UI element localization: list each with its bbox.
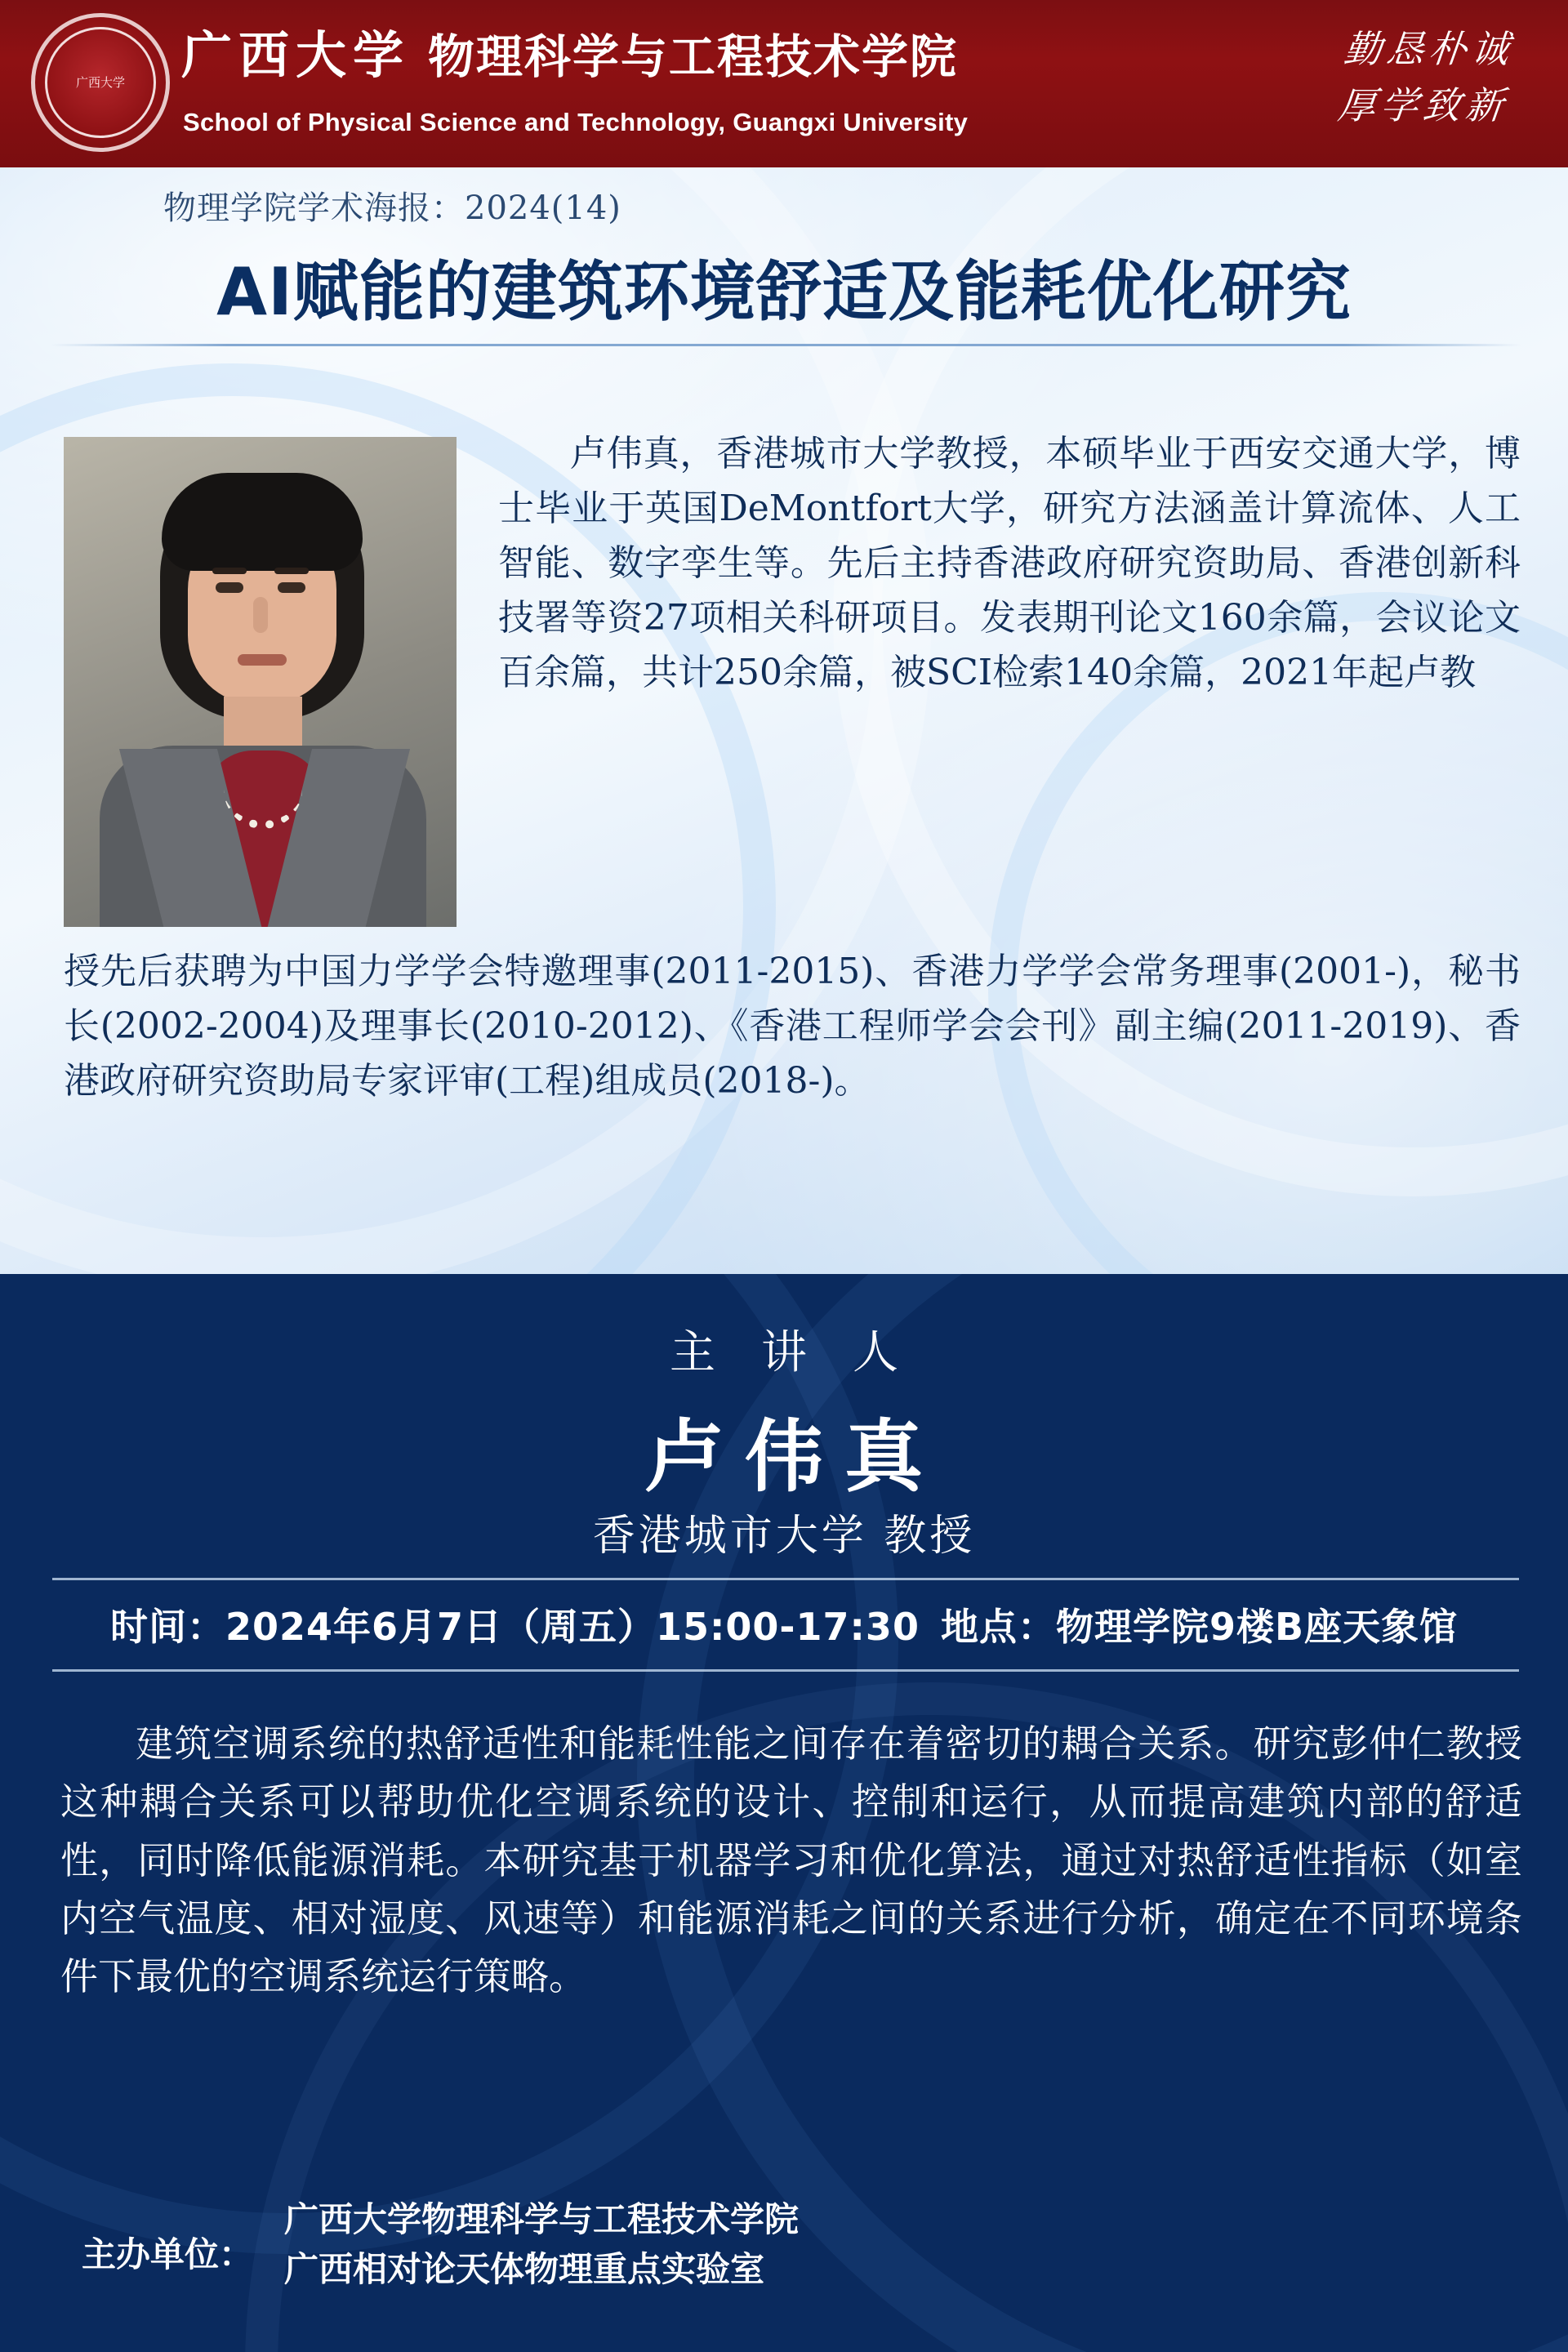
speaker-section-label: 主讲人	[670, 1326, 944, 1379]
speaker-affiliation: 香港城市大学 教授	[592, 1512, 976, 1561]
poster-header	[0, 0, 1568, 167]
header-chinese-title	[181, 15, 958, 87]
university-seal-label: 广西大学	[45, 27, 156, 138]
poster-series-id: 物理学院学术海报：2024(14)	[163, 189, 621, 227]
poster-lower-section	[0, 1274, 1568, 2352]
abstract-text: 建筑空调系统的热舒适性和能耗性能之间存在着密切的耦合关系。研究彭仲仁教授这种耦合关系可以帮助优化空调系统的设计、控制和运行，从而提高建筑内部的舒适性，同时降低能源消耗。本研究基于机器学习和优化算法，通过对热舒适性指标（如室内空气温度、相对湿度、风速等）和能源消耗之间的关系进行分析，确定在不同环境条件下最优的空调系统运行策略。	[60, 1722, 1522, 1999]
organizer-label: 主办单位：	[82, 2234, 254, 2274]
event-time-label: 时间：	[109, 1605, 225, 1649]
event-meta-line	[0, 1597, 1568, 1651]
organizer-line-1: 广西大学物理科学与工程技术学院	[284, 2199, 800, 2239]
organizer-list	[284, 2195, 799, 2295]
speaker-bio-paragraph-2: 授先后获聘为中国力学学会特邀理事(2011-2015)、香港力学学会常务理事(2001-)，秘书长(2002-2004)及理事长(2010-2012)、《香港工程师学会会刊》副主编(2011-2019)、香港政府研究资助局专家评审(工程)组成员(2018-)。	[64, 951, 1521, 1102]
college-name-cn: 物理科学与工程技术学院	[427, 29, 958, 84]
event-place-value: 物理学院9楼B座天象馆	[1055, 1605, 1459, 1649]
header-english-title: School of Physical Science and Technology, Guangxi University	[183, 108, 969, 136]
speaker-bio-paragraph-1: 卢伟真，香港城市大学教授，本硕毕业于西安交通大学，博士毕业于英国DeMontfort大学，研究方法涵盖计算流体、人工智能、数字孪生等。先后主持香港政府研究资助局、香港创新科技署等资27项相关科研项目。发表期刊论文160余篇，会议论文百余篇，共计250余篇，被SCI检索140余篇，2021年起卢教	[498, 433, 1521, 693]
speaker-name: 卢伟真	[645, 1411, 944, 1503]
event-place-label: 地点：	[940, 1605, 1056, 1649]
poster-upper-section	[0, 167, 1568, 1274]
university-name-cn: 广西大学	[181, 25, 411, 85]
motto-line-1: 勤恳朴诚	[1341, 27, 1517, 71]
university-seal-icon	[31, 13, 170, 152]
motto-line-2: 厚学致新	[1335, 83, 1511, 127]
organizer-line-2: 广西相对论天体物理重点实验室	[284, 2248, 765, 2289]
page-title: AI赋能的建筑环境舒适及能耗优化研究	[216, 254, 1352, 330]
title-divider	[51, 344, 1521, 346]
event-time-value: 2024年6月7日（周五）15:00-17:30	[225, 1605, 920, 1649]
event-divider-top	[52, 1578, 1519, 1580]
university-motto	[1335, 21, 1517, 134]
speaker-photo	[64, 437, 457, 927]
event-divider-bottom	[52, 1669, 1519, 1672]
